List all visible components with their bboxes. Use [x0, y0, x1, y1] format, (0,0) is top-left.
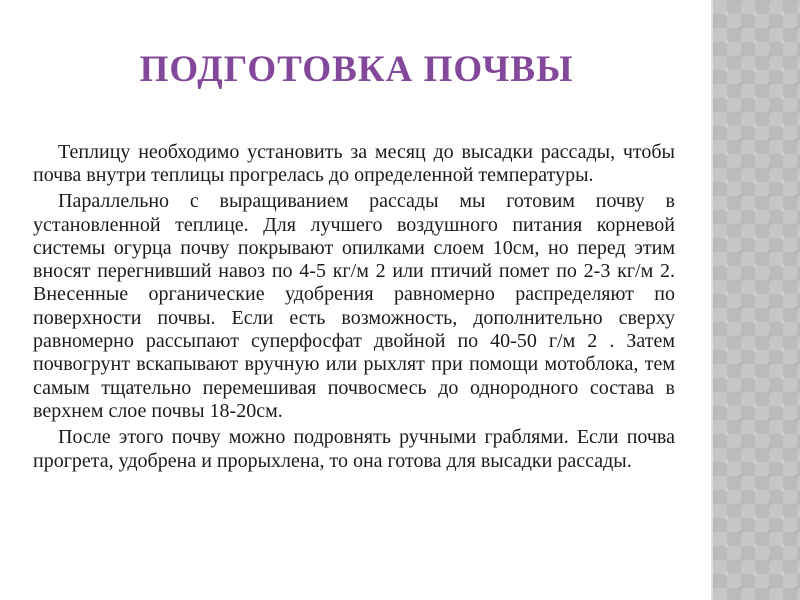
- body-paragraph-2: Параллельно с выращиванием рассады мы готовим почву в установленной теплице. Для лучшего воздушного питания корневой системы огурца почву покрывают опилками слоем 10см, но перед этим вносят перегнивший навоз по 4-5 кг/м 2 или птичий помет по 2-3 кг/м 2. Внесенные органические удобрения равномерно распределяют по поверхности почвы. Если есть возможность, дополнительно сверху равномерно рассыпают суперфосфат двойной по 40-50 г/м 2 . Затем почвогрунт вскапывают вручную или рыхлят при помощи мотоблока, тем самым тщательно перемешивая почвосмесь до однородного состава в верхнем слое почвы 18-20см.: [33, 190, 675, 422]
- body-paragraph-1: Теплицу необходимо установить за месяц до высадки рассады, чтобы почва внутри теплицы прогрелась до определенной температуры.: [33, 140, 675, 186]
- diamond-pattern-stripe: [711, 0, 800, 600]
- slide-title: ПОДГОТОВКА ПОЧВЫ: [139, 49, 574, 90]
- body-paragraph-3: После этого почву можно подровнять ручными граблями. Если почва прогрета, удобрена и прорыхлена, то она готова для высадки рассады.: [33, 426, 675, 472]
- slide-body-text: [33, 141, 675, 473]
